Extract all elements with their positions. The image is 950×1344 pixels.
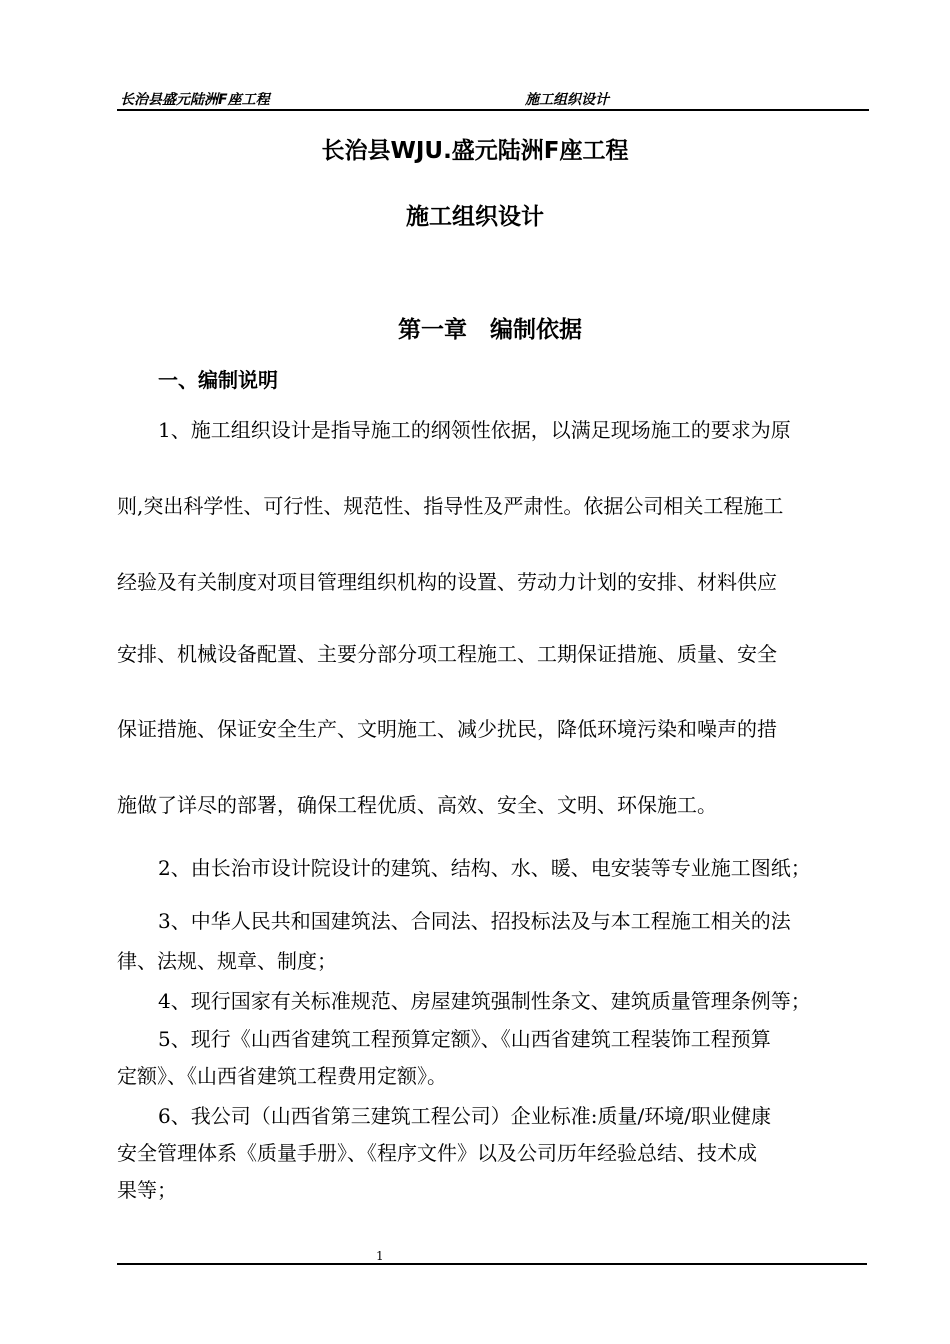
paragraph-line: 6、我公司（山西省第三建筑工程公司）企业标准:质量/环境/职业健康 <box>158 1104 771 1128</box>
paragraph-line: 4、现行国家有关标准规范、房屋建筑强制性条文、建筑质量管理条例等； <box>158 989 811 1013</box>
header-left: 长治县盛元陆洲F座工程 <box>120 92 270 108</box>
paragraph-line: 施做了详尽的部署，确保工程优质、高效、安全、文明、环保施工。 <box>117 793 717 817</box>
chapter-title: 第一章 编制依据 <box>398 317 582 343</box>
project-title: 长治县WJU.盛元陆洲F座工程 <box>321 138 629 164</box>
footer-rule <box>117 1263 867 1265</box>
paragraph-line: 安排、机械设备配置、主要分部分项工程施工、工期保证措施、质量、安全 <box>117 642 777 666</box>
paragraph-line: 安全管理体系《质量手册》、《程序文件》以及公司历年经验总结、技术成 <box>117 1141 757 1165</box>
paragraph-line: 2、由长治市设计院设计的建筑、结构、水、暖、电安装等专业施工图纸； <box>158 856 811 880</box>
header-rule <box>117 109 869 111</box>
paragraph-line: 5、现行《山西省建筑工程预算定额》、《山西省建筑工程装饰工程预算 <box>158 1027 771 1051</box>
section-heading: 一、编制说明 <box>158 368 278 392</box>
paragraph-line: 保证措施、保证安全生产、文明施工、减少扰民，降低环境污染和噪声的措 <box>117 717 777 741</box>
paragraph-line: 律、法规、规章、制度； <box>117 949 337 973</box>
document-title: 施工组织设计 <box>406 204 544 230</box>
paragraph-line: 3、中华人民共和国建筑法、合同法、招投标法及与本工程施工相关的法 <box>158 909 791 933</box>
paragraph-line: 定额》、《山西省建筑工程费用定额》。 <box>117 1064 447 1088</box>
paragraph-line: 经验及有关制度对项目管理组织机构的设置、劳动力计划的安排、材料供应 <box>117 570 777 594</box>
paragraph-line: 则,突出科学性、可行性、规范性、指导性及严肃性。依据公司相关工程施工 <box>117 494 784 518</box>
paragraph-line: 1、施工组织设计是指导施工的纲领性依据，以满足现场施工的要求为原 <box>158 418 791 442</box>
page-number: 1 <box>376 1249 384 1263</box>
paragraph-line: 果等； <box>117 1178 177 1202</box>
header-right: 施工组织设计 <box>525 92 609 108</box>
